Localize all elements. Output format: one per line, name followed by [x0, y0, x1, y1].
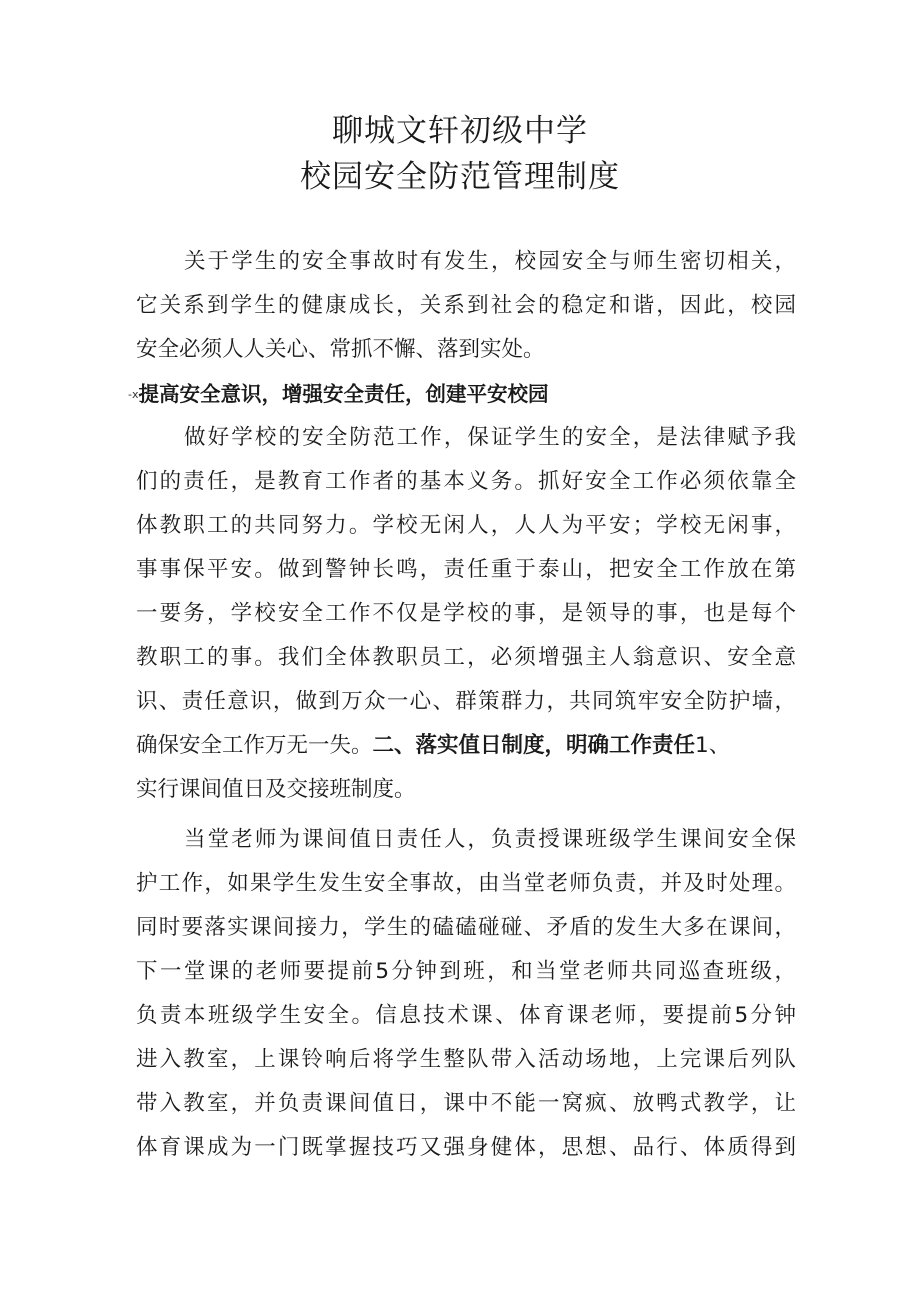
section1-marker: -x — [128, 388, 139, 401]
section2-line: 同时要落实课间接力，学生的磕磕碰碰、矛盾的发生大多在课间， — [136, 915, 796, 940]
section2-line: 体育课成为一门既掌握技巧又强身健体，思想、品行、体质得到 — [136, 1135, 796, 1160]
title-regulation-name: 校园安全防范管理制度 — [300, 159, 620, 195]
section1-line: 体教职工的共同努力。学校无闲人，人人为平安；学校无闲事， — [136, 513, 796, 538]
section2-line: 负责本班级学生安全。信息技术课、体育课老师，要提前5分钟 — [136, 1003, 796, 1028]
intro-line: 它关系到学生的健康成长，关系到社会的稳定和谐，因此，校园 — [136, 293, 796, 318]
section2-heading: 二、落实值日制度，明确工作责任 — [372, 733, 696, 758]
section1-line: 识、责任意识，做到万众一心、群策群力，共同筑牢安全防护墙， — [136, 689, 796, 714]
section-transition-line — [136, 724, 796, 768]
section1-line: 教职工的事。我们全体教职员工，必须增强主人翁意识、安全意 — [136, 645, 796, 670]
section2-line: 进入教室，上课铃响后将学生整队带入活动场地，上完课后列队 — [136, 1047, 796, 1072]
section2-item-number: 1、 — [695, 733, 731, 758]
section2-line: 带入教室，并负责课间值日，课中不能一窝疯、放鸭式教学，让 — [136, 1091, 796, 1116]
section2-line: 护工作，如果学生发生安全事故，由当堂老师负责，并及时处理。 — [136, 871, 796, 896]
section1-line: 一要务，学校安全工作不仅是学校的事，是领导的事，也是每个 — [136, 601, 796, 626]
section1-line: 做好学校的安全防范工作，保证学生的安全，是法律赋予我 — [184, 425, 796, 450]
section2-line: 下一堂课的老师要提前5分钟到班，和当堂老师共同巡查班级， — [136, 959, 796, 984]
document-body — [128, 240, 796, 1170]
section1-line: 们的责任，是教育工作者的基本义务。抓好安全工作必须依靠全 — [136, 469, 796, 494]
intro-line: 关于学生的安全事故时有发生，校园安全与师生密切相关， — [184, 249, 796, 274]
document-title — [0, 108, 920, 200]
section1-closing-text: 确保安全工作万无一失。 — [136, 733, 373, 758]
section1-heading-line — [128, 372, 796, 416]
section1-line: 事事保平安。做到警钟长鸣，责任重于泰山，把安全工作放在第 — [136, 557, 796, 582]
title-school-name: 聊城文轩初级中学 — [332, 113, 588, 149]
section2-line: 当堂老师为课间值日责任人，负责授课班级学生课间安全保 — [184, 827, 796, 852]
intro-line: 安全必须人人关心、常抓不懈、落到实处。 — [136, 337, 545, 362]
section1-heading: 提高安全意识，增强安全责任，创建平安校园 — [138, 382, 549, 406]
section2-item-line: 实行课间值日及交接班制度。 — [136, 777, 416, 802]
